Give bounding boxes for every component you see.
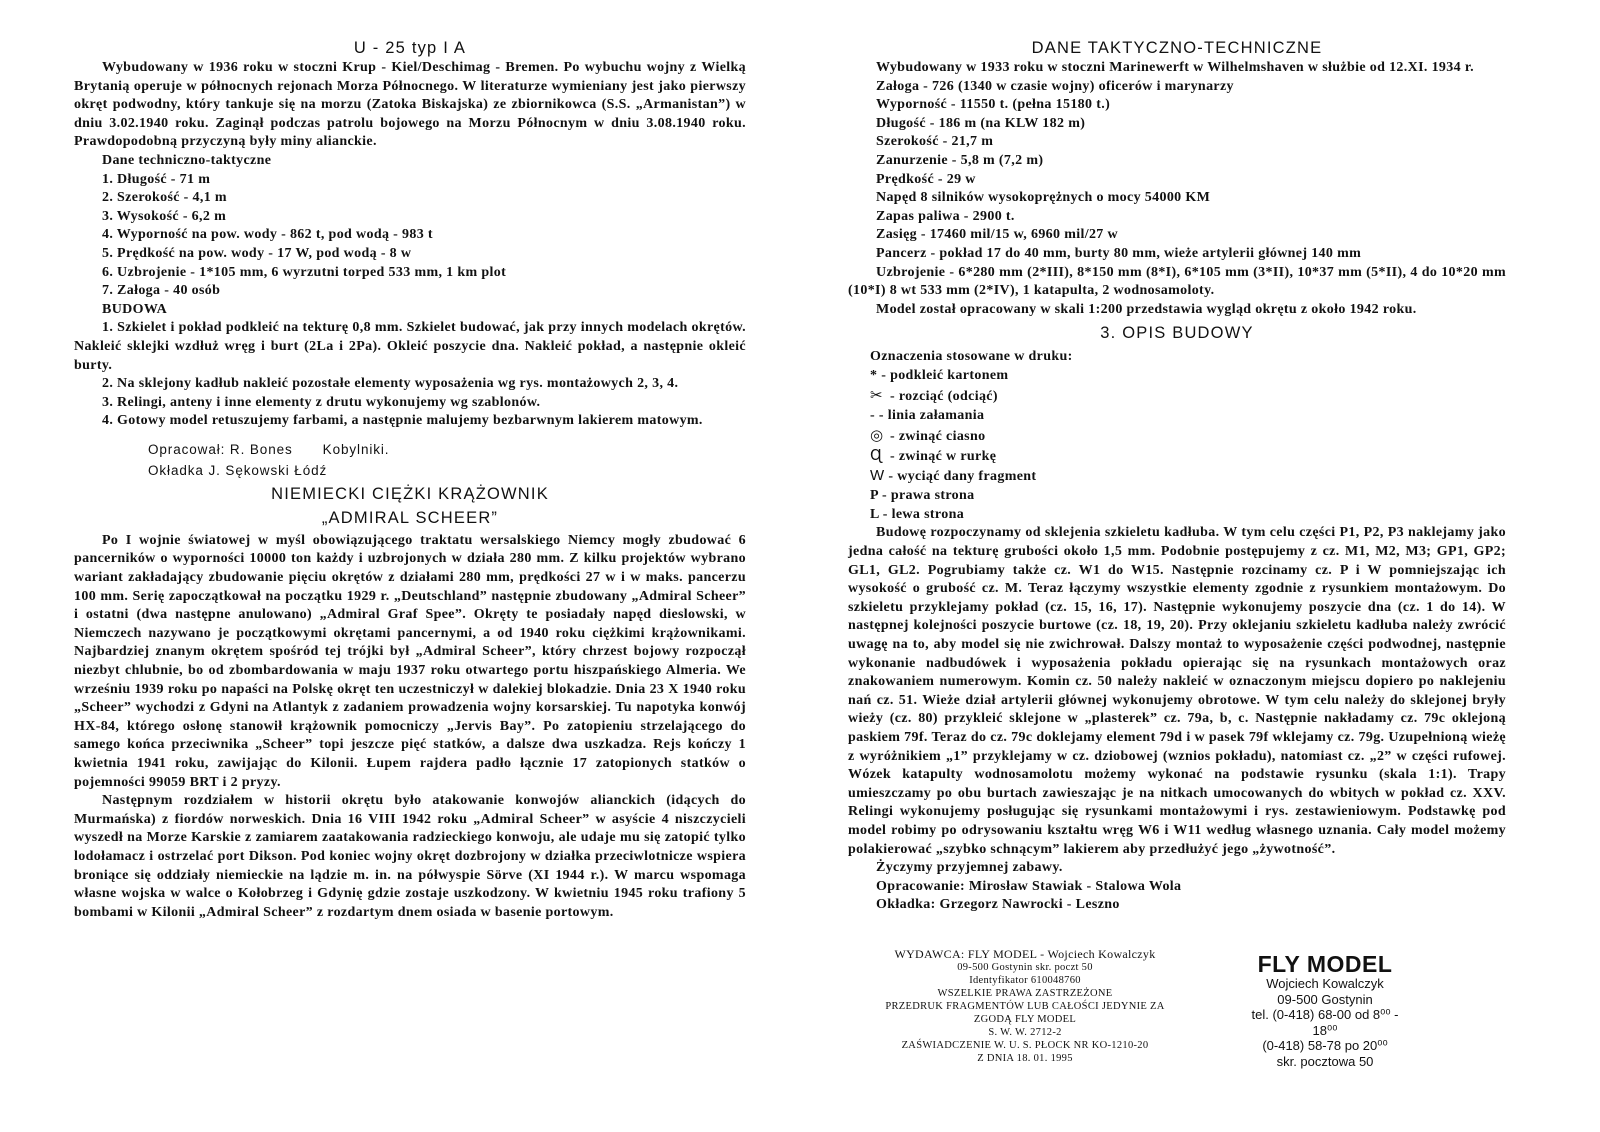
spec-item: 1. Długość - 71 m <box>102 171 211 187</box>
budowa-step: 3. Relingi, anteny i inne elementy z drutu wykonujemy wg szablonów. <box>102 394 541 410</box>
build-instructions: Budowę rozpoczynamy od sklejenia szkieletu kadłuba. W tym celu części P1, P2, P3 naklejamy jako jedna całość na tekturę grubości około 1,5 mm. Podobnie postępujemy z cz. M1, M2, M3; GP1, GP2; GL1, GL2. Pogrubiamy także cz. W1 do W15. Następnie rozcinamy cz. P i W pomniejszając ich wysokość o grubość cz. M. Teraz łączymy wszystkie elementy zgodnie z rysunkiem montażowym. Do szkieletu przyklejamy pokład (cz. 15, 16, 17). Następnie wykonujemy poszycie dna (cz. 1 do 14). W następnej kolejności poszycie burtowe (cz. 18, 19, 20). Przy oklejaniu szkieletu kadłuba należy zwrócić uwagę na to, aby model się nie zwichrował. Dalszy montaż to wyposażenie części podwodnej, następnie wykonanie nadbudówek i wyposażenia pokładu opierając się na rysunkach montażowych oraz znakowaniem numerowym. Komin cz. 50 należy nakleić w oznaczonym miejscu dopiero po naklejeniu nań cz. 51. Wieże dział artylerii głównej wykonujemy obrotowe. W tym celu należy do sklejonej bryły wieży (cz. 80) przykleić sklejone w „plasterek” cz. 79a, b, c. Następnie nakładamy cz. 79c oklejoną paskiem 79f. Teraz do cz. 79c doklejamy element 79d i w pasek 79f wklejamy cz. 79g. Uzupełnioną wieżę z wyróżnikiem „1” przyklejamy w cz. dziobowej (wznios pokładu), natomiast cz. „2” w części rufowej. Wózek katapulty wodnosamolotu możemy wykonać na podstawie rysunku (skala 1:1). Trapy umieszczamy po obu burtach zawieszając je na nitkach umocowanych do wbitych w pokład cz. XXV. Relingi wykonujemy posługując się rysunkami montażowymi i rys. zestawieniowym. Podstawkę pod model robimy po odrysowaniu kształtu wręg W6 i W11 według własnego uznania. Cały model możemy polakierować „szybko schnącym” lakierem aby przedłużyć jego „żywotność”. <box>848 525 1506 857</box>
legend-item: W - wyciąć dany fragment <box>870 467 1037 485</box>
credit-author-name: Opracował: R. Bones <box>148 441 293 457</box>
brand-phone-2: (0-418) 58-78 po 20⁰⁰ <box>1262 1038 1388 1053</box>
spec-item: 4. Wyporność na pow. wody - 862 t, pod wodą - 983 t <box>102 227 433 243</box>
brand-contact <box>1240 952 1410 1069</box>
dashed-line-icon: - - <box>870 407 884 423</box>
built-info: Wybudowany w 1933 roku w stoczni Marinewerft w Wilhelmshaven w służbie od 12.XI. 1934 r. <box>876 60 1474 75</box>
brand-city: 09-500 Gostynin <box>1277 991 1373 1007</box>
brand-po-box: skr. pocztowa 50 <box>1276 1053 1374 1069</box>
spec-item: Długość - 186 m (na KLW 182 m) <box>876 115 1086 131</box>
credit-author-place: Kobylniki. <box>322 441 390 457</box>
spec-item: 6. Uzbrojenie - 1*105 mm, 6 wyrzutni torped 533 mm, 1 km plot <box>102 264 507 280</box>
publisher-line: Z DNIA 18. 01. 1995 <box>977 1053 1073 1064</box>
model-scale-note: Model został opracowany w skali 1:200 przedstawia wygląd okrętu z około 1942 roku. <box>876 301 1417 317</box>
u25-credit-author <box>148 439 746 460</box>
u25-intro: Wybudowany w 1936 roku w stoczni Krup - Kiel/Deschimag - Bremen. Po wybuchu wojny z Wielką Brytanią operuje w północnych rejonach Morza Północnego. W literaturze wymieniany jest jako pierwszy okręt podwodny, który tankuje się na morzu (Zatoka Biskajska) ze zbiornikowca (S.S. „Armanistan”) w dniu 3.02.1940 roku. Zaginął podczas patrolu bojowego na Morzu Północnym w dniu 3.08.1940 roku. Prawdopodobną przyczyną były miny alianckie. <box>74 60 746 150</box>
scheer-title-line1: NIEMIECKI CIĘŻKI KRĄŻOWNIK <box>271 484 549 503</box>
spec-item: Zasięg - 17460 mil/15 w, 6960 mil/27 w <box>876 227 1118 243</box>
u25-specs <box>74 152 746 319</box>
budowa-step: 2. Na sklejony kadłub nakleić pozostałe elementy wyposażenia wg rys. montażowych 2, 3, 4. <box>102 376 679 392</box>
armament-info: Uzbrojenie - 6*280 mm (2*III), 8*150 mm (8*I), 6*105 mm (3*II), 10*37 mm (5*II), 4 do 10*20 mm (10*I) 8 wt 533 mm (2*IV), 1 katapulta, 2 wodnosamoloty. <box>848 264 1506 299</box>
wish-text: Życzymy przyjemnej zabawy. <box>876 860 1063 876</box>
legend-item: * - podkleić kartonem <box>870 368 1009 384</box>
brand-phone-1: tel. (0-418) 68-00 od 8⁰⁰ - 18⁰⁰ <box>1251 1007 1399 1038</box>
publisher-line: WSZELKIE PRAWA ZASTRZEŻONE <box>937 988 1113 999</box>
right-side-mark: P <box>870 487 879 503</box>
spec-item: 5. Prędkość na pow. wody - 17 W, pod wodą - 8 w <box>102 245 412 261</box>
print-legend <box>848 348 1506 524</box>
spec-item: 7. Załoga - 40 osób <box>102 283 221 299</box>
spec-item: Zanurzenie - 5,8 m (7,2 m) <box>876 152 1044 168</box>
legend-item: ◎ - zwinąć ciasno <box>870 425 986 444</box>
tech-data-title: DANE TAKTYCZNO-TECHNICZNE <box>1031 39 1323 57</box>
right-credit-cover: Okładka: Grzegorz Nawrocki - Leszno <box>876 897 1120 913</box>
legend-heading: Oznaczenia stosowane w druku: <box>870 349 1073 365</box>
legend-item: L - lewa strona <box>870 506 965 522</box>
fly-model-logo: FLY MODEL <box>1257 951 1393 977</box>
spec-item: Szerokość - 21,7 m <box>876 134 994 150</box>
scissors-icon: ✂ <box>870 385 883 404</box>
scheer-history-2: Następnym rozdziałem w historii okrętu było atakowanie konwojów alianckich (idących do Murmańska) z fiordów norweskich. Dnia 16 VIII 1942 roku „Admiral Scheer” w asyście 4 niszczycieli wyszedł na Morze Karskie z zamiarem zaatakowania radzieckiego konwoju, ale udaje mu się zatopić tylko lodołamacz i ostrzelać port Dikson. Pod koniec wojny okręt dozbrojony w działka przeciwlotnicze wspiera broniące się oddziały niemieckie na lądzie m. in. na półwyspie Sörve (XI 1944 r.). W marcu wspomaga własne wojska w walce o Kołobrzeg i Gdynię gdzie zostaje uszkodzony. W kwietniu 1945 roku trafiony 5 bombami w Kilonii „Admiral Scheer” z rozdartym dnem osiada w basenie portowym. <box>74 793 746 920</box>
cut-out-mark-icon: W <box>870 467 885 485</box>
scheer-specs <box>848 78 1506 264</box>
scheer-title-line2: „ADMIRAL SCHEER” <box>321 508 499 527</box>
u25-title: U - 25 typ I A <box>353 39 467 57</box>
spec-item: Napęd 8 silników wysokoprężnych o mocy 54000 KM <box>876 190 1211 206</box>
scheer-history-1: Po I wojnie światowej w myśl obowiązującego traktatu wersalskiego Niemcy mogły zbudować 6 pancerników o wyporności 10000 ton każdy i uzbrojonych w działa 280 mm. Z kilku projektów wybrano wariant zakładający zbudowanie pięciu okrętów z działami 280 mm, prędkości 27 w i w maks. pancerzu 100 mm. Serię zapoczątkował na początku 1929 r. „Deutschland” następnie zbudowany „Admiral Scheer” i ostatni (dwa następne anulowano) „Admiral Graf Spee”. Okręty te posiadały napęd dieslowski, w Niemczech nazywano je początkowymi okrętami pancernymi, a od 1940 roku ciężkimi krążownikami. Najbardziej znanym okrętem spośród tej trójki był „Admiral Scheer”, który chrzest bojowy rozpoczął niezbyt chlubnie, bo od zbombardowania w maju 1937 roku otwartego portu hiszpańskiego Almeria. We wrześniu 1939 roku po napaści na Polskę okręt ten uczestniczył w dalekiej blokadzie. Dnia 23 X 1940 roku „Scheer” wychodzi z Gdyni na Atlantyk z zadaniem prowadzenia wojny korsarskiej. Tu napotyka konwój HX-84, którego osłonę stanowił krążownik pomocniczy „Jervis Bay”. Po zatopieniu strzelającego do samego końca przeciwnika „Scheer” topi jeszcze pięć statków, a dalsze dwa uszkadza. Rejs kończy 1 kwietnia 1941 roku, zawijając do Kilonii. Łupem rajdera padło łącznie 17 zatopionych statków o pojemności 99059 BRT i 2 pryzy. <box>74 532 746 790</box>
legend-item: ✂ - rozciąć (odciąć) <box>870 385 998 404</box>
legend-item: P - prawa strona <box>870 487 975 503</box>
u25-credit-cover: Okładka J. Sękowski Łódź <box>148 462 328 478</box>
spec-item: Prędkość - 29 w <box>876 171 976 187</box>
brand-owner: Wojciech Kowalczyk <box>1266 976 1384 991</box>
spec-item: 2. Szerokość - 4,1 m <box>102 190 227 206</box>
right-credit-author: Opracowanie: Mirosław Stawiak - Stalowa Wola <box>876 878 1182 894</box>
spec-item: Pancerz - pokład 17 do 40 mm, burty 80 mm, wieże artylerii głównej 140 mm <box>876 245 1362 261</box>
publisher-line: Identyfikator 610048760 <box>969 975 1081 986</box>
publisher-line: 09-500 Gostynin skr. poczt 50 <box>957 962 1093 973</box>
publisher-line: WYDAWCA: FLY MODEL - Wojciech Kowalczyk <box>894 947 1156 961</box>
tube-roll-icon: Ɋ <box>870 446 883 465</box>
budowa-heading: BUDOWA <box>102 301 168 317</box>
publisher-line: PRZEDRUK FRAGMENTÓW LUB CAŁOŚCI JEDYNIE ZA <box>885 1001 1165 1012</box>
publisher-line: ZAŚWIADCZENIE W. U. S. PŁOCK NR KO-1210-20 <box>901 1040 1149 1051</box>
left-side-mark: L <box>870 506 879 522</box>
spec-item: 3. Wysokość - 6,2 m <box>102 208 227 224</box>
legend-item: - - linia załamania <box>870 407 985 423</box>
asterisk-icon: * <box>870 368 878 384</box>
budowa-step: 4. Gotowy model retuszujemy farbami, a następnie malujemy bezbarwnym lakierem matowym. <box>102 413 703 429</box>
spiral-icon: ◎ <box>870 425 884 444</box>
legend-item: Ɋ - zwinąć w rurkę <box>870 446 997 465</box>
publisher-imprint <box>850 948 1200 1065</box>
opis-budowy-title: 3. OPIS BUDOWY <box>1100 324 1254 343</box>
publisher-line: ZGODĄ FLY MODEL <box>973 1014 1077 1025</box>
spec-item: Zapas paliwa - 2900 t. <box>876 208 1015 224</box>
spec-item: Wyporność - 11550 t. (pełna 15180 t.) <box>876 97 1111 113</box>
spec-item: Załoga - 726 (1340 w czasie wojny) oficerów i marynarzy <box>876 78 1234 94</box>
specs-heading: Dane techniczno-taktyczne <box>102 152 272 168</box>
budowa-step: 1. Szkielet i pokład podkleić na tekturę 0,8 mm. Szkielet budować, jak przy innych modelach okrętów. Nakleić sklejki wzdłuż wręg i burt (2La i 2Pa). Okleić poszycie dna. Nakleić pokład, a następnie okleić burty. <box>74 320 746 373</box>
publisher-line: S. W. W. 2712-2 <box>988 1027 1062 1038</box>
right-column <box>848 38 1506 915</box>
left-column <box>74 38 746 922</box>
